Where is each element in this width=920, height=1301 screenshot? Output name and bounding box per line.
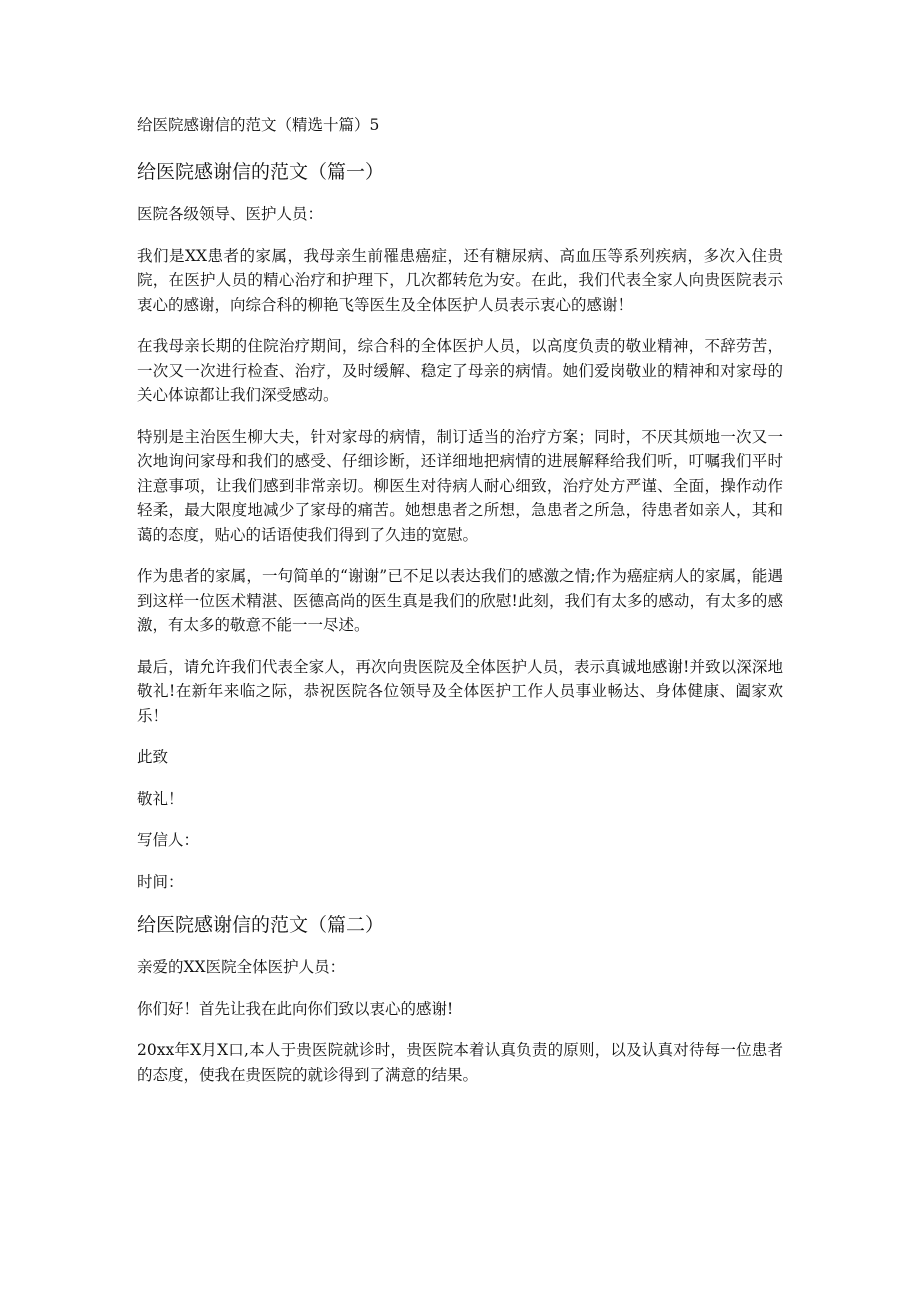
paragraph-6: 20xx年X月X口,本人于贵医院就诊时，贵医院本着认真负责的原则，以及认真对待每一位患者的态度，使我在贵医院的就诊得到了满意的结果。	[137, 1041, 783, 1084]
paragraph-5: 最后，请允许我们代表全家人，再次向贵医院及全体医护人员，表示真诚地感谢!并致以深深地敬礼!在新年来临之际，恭祝医院各位领导及全体医护工作人员事业畅达、身体健康、阖家欢乐！	[137, 657, 783, 725]
document-body	[137, 158, 783, 1104]
paragraph-1: 我们是XX患者的家属，我母亲生前罹患癌症，还有糖尿病、高血压等系列疾病，多次入住贵院，在医护人员的精心治疗和护理下，几次都转危为安。在此，我们代表全家人向贵医院表示衷心的感谢，向综合科的柳艳飞等医生及全体医护人员表示衷心的感谢！	[137, 246, 783, 314]
salutation-2: 亲爱的XX医院全体医护人员：	[137, 958, 346, 976]
section-heading-1: 给医院感谢信的范文（篇一）	[137, 161, 385, 183]
salutation-1: 医院各级领导、医护人员：	[137, 205, 324, 223]
closing-line: 此致	[137, 748, 169, 766]
writer-line: 写信人：	[137, 831, 200, 849]
document-title: 给医院感谢信的范文（精选十篇）5	[137, 116, 380, 134]
section-heading-2: 给医院感谢信的范文（篇二）	[137, 914, 385, 936]
time-line: 时间：	[137, 872, 184, 891]
paragraph-2: 在我母亲长期的住院治疗期间，综合科的全体医护人员，以高度负责的敬业精神，不辞劳苦，一次又一次进行检查、治疗，及时缓解、稳定了母亲的病情。她们爱岗敬业的精神和对家母的关心体谅都让我们深受感动。	[137, 337, 783, 404]
paragraph-4: 作为患者的家属，一句简单的“谢谢”已不足以表达我们的感激之情;作为癌症病人的家属，能遇到这样一位医术精湛、医德高尚的医生真是我们的欣慰!此刻，我们有太多的感动，有太多的感激，有太多的敬意不能一一尽述。	[137, 567, 783, 634]
paragraph-3: 特别是主治医生柳大夫，针对家母的病情，制订适当的治疗方案；同时，不厌其烦地一次又一次地询问家母和我们的感受、仔细诊断，还详细地把病情的进展解释给我们听，叮嘱我们平时注意事项，让我们感到非常亲切。柳医生对待病人耐心细致，治疗处方严谨、全面，操作动作轻柔，最大限度地减少了家母的痛苦。她想患者之所想，急患者之所急，待患者如亲人，其和蔼的态度，贴心的话语使我们得到了久违的宽慰。	[137, 427, 783, 544]
greeting-line: 你们好！首先让我在此向你们致以衷心的感谢!	[137, 999, 454, 1018]
regards-line: 敬礼！	[137, 789, 184, 808]
